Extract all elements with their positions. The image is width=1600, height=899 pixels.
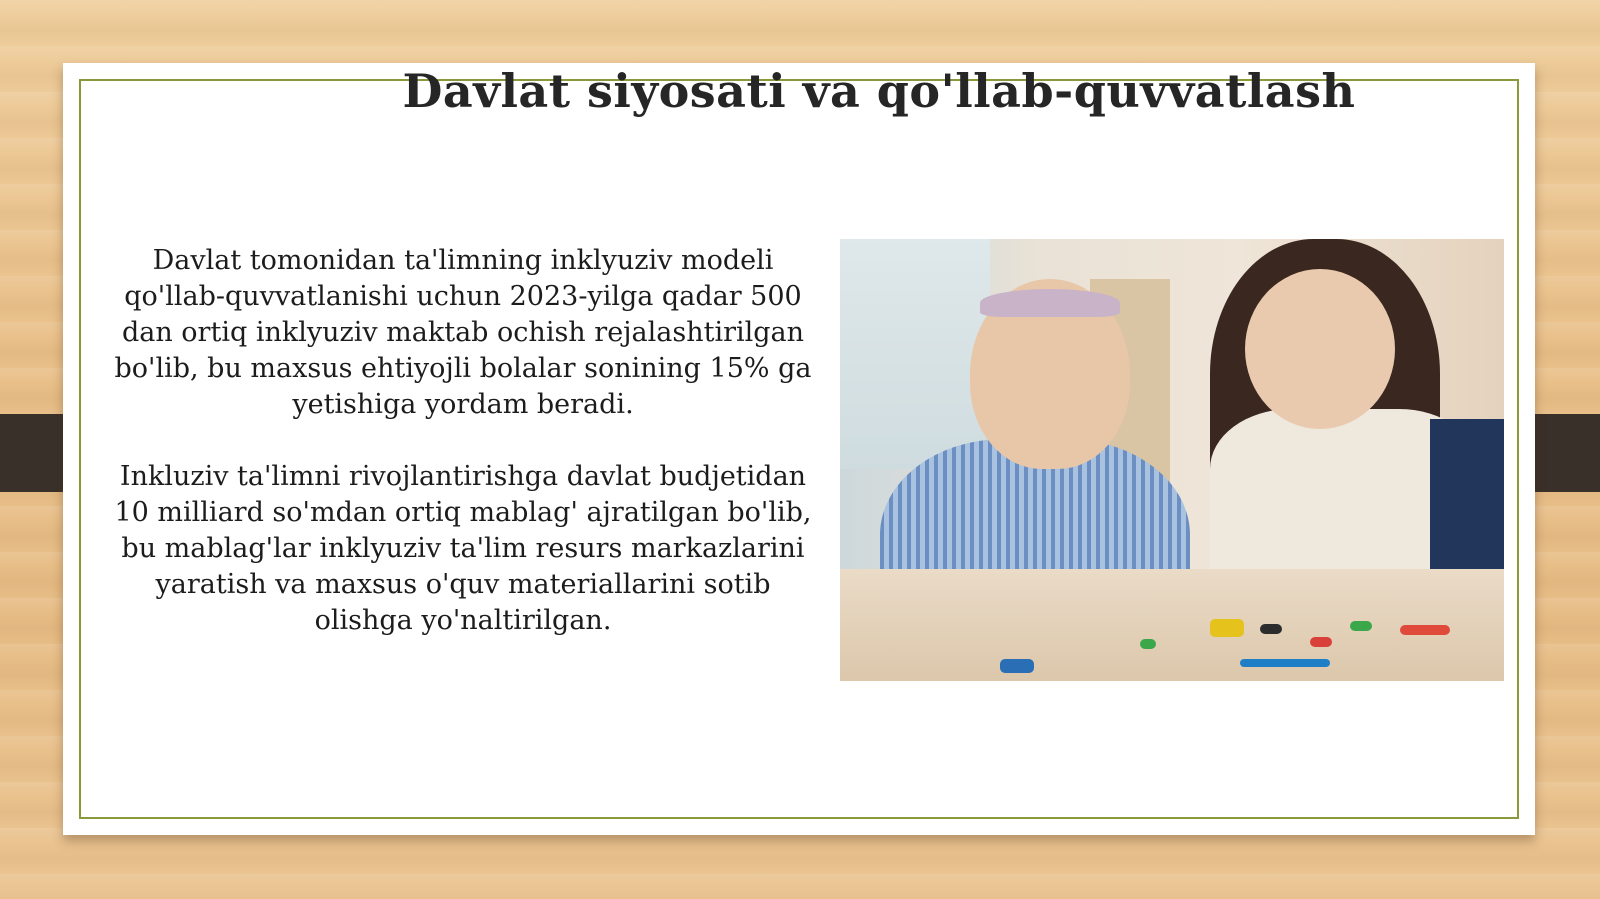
paragraph-1: Davlat tomonidan ta'limning inklyuziv modeli qo'llab-quvvatlanishi uchun 2023-yilga qadar 500 dan ortiq inklyuziv maktab ochish rejalashtirilgan bo'lib, bu maxsus ehtiyojli bolalar sonining 15% ga yetishiga yordam beradi.: [114, 245, 812, 420]
slide-card: [63, 63, 1535, 835]
clay-piece: [1260, 624, 1282, 634]
clay-piece: [1350, 621, 1372, 631]
slide-body: [103, 243, 823, 675]
clay-piece: [1210, 619, 1244, 637]
photo-girl-headband: [980, 289, 1120, 317]
classroom-photo: [840, 239, 1504, 681]
clay-piece: [1140, 639, 1156, 649]
slide-title: Davlat siyosati va qo'llab-quvvatlash: [402, 64, 1356, 118]
photo-window: [840, 239, 990, 469]
clay-piece: [1310, 637, 1332, 647]
paragraph-2: Inkluziv ta'limni rivojlantirishga davlat budjetidan 10 milliard so'mdan ortiq mablag' ajratilgan bo'lib, bu mablag'lar inklyuziv ta'lim resurs markazlarini yaratish va maxsus o'quv materiallarini sotib olishga yo'naltirilgan.: [114, 461, 812, 636]
photo-teacher-face: [1245, 269, 1395, 429]
clay-piece: [1000, 659, 1034, 673]
clay-piece: [1240, 659, 1330, 667]
clay-piece: [1400, 625, 1450, 635]
